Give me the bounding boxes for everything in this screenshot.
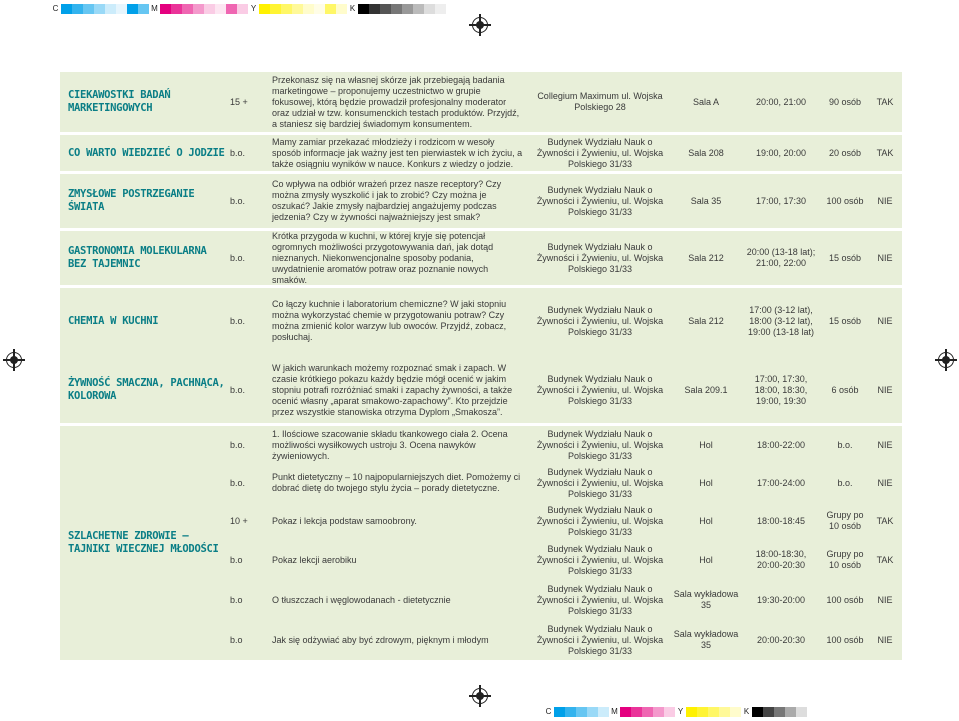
event-description: Mamy zamiar przekazać młodzieży i rodzicom w wesoły sposób informacje jak ważny jest ten pierwiastek w ich życiu, a także osiągniu wyników w nauce. Konkurs z wiedzy o jodzie. (272, 136, 523, 169)
event-description: O tłuszczach i węglowodanach - dietetycznie (272, 594, 451, 605)
registration-mark-left (6, 352, 22, 368)
event-time: 17:00, 17:30, 18:00, 18:30, 19:00, 19:30 (754, 373, 808, 406)
event-time: 17:00-24:00 (756, 477, 806, 488)
event-description: Pokaz lekcji aerobiku (272, 554, 357, 565)
registration-required: TAK (876, 515, 894, 526)
event-room: Sala 208 (688, 147, 724, 158)
event-description: Punkt dietetyczny – 10 najpopularniejszych diet. Pomożemy ci dobrać dietę do twojego stylu życia – porady dietetyczne. (272, 472, 521, 493)
event-time: 20:00, 21:00 (755, 96, 807, 107)
event-room: Sala 35 (690, 195, 722, 206)
age-group: b.o (230, 554, 243, 565)
event-capacity: b.o. (837, 439, 853, 450)
event-time: 20:00-20:30 (756, 634, 806, 645)
registration-mark-bottom (472, 688, 488, 704)
event-room: Hol (699, 554, 713, 565)
event-capacity: Grupy po 10 osób (826, 510, 864, 531)
event-location: Budynek Wydziału Nauk o Żywności i Żywieniu, ul. Wojska Polskiego 31/33 (536, 373, 664, 406)
event-time: 19:00, 20:00 (755, 147, 807, 158)
event-location: Collegium Maximum ul. Wojska Polskiego 28 (537, 91, 663, 112)
event-room: Sala 212 (688, 252, 724, 263)
event-time: 20:00 (13-18 lat); 21:00, 22:00 (746, 247, 816, 268)
bar-label-m: M (611, 707, 618, 716)
event-capacity: 15 osób (828, 252, 862, 263)
event-title: ŻYWNOŚĆ SMACZNA, PACHNĄCA, KOLOROWA (68, 377, 225, 402)
age-group: b.o. (230, 384, 246, 395)
registration-required: NIE (877, 439, 893, 450)
registration-required: NIE (877, 594, 893, 605)
event-capacity: 20 osób (828, 147, 862, 158)
event-room: Hol (699, 439, 713, 450)
color-calibration-bar-top (50, 4, 446, 14)
event-room: Hol (699, 477, 713, 488)
event-location: Budynek Wydziału Nauk o Żywności i Żywieniu, ul. Wojska Polskiego 31/33 (536, 543, 664, 576)
event-title: ZMYSŁOWE POSTRZEGANIE ŚWIATA (68, 188, 195, 213)
age-group: 10 + (230, 515, 248, 526)
bar-label-k: K (743, 707, 750, 716)
event-title: GASTRONOMIA MOLEKULARNA BEZ TAJEMNIC (68, 245, 207, 270)
registration-mark-top (472, 17, 488, 33)
bar-label-y: Y (677, 707, 684, 716)
color-calibration-bar-bottom (543, 707, 807, 717)
registration-required: NIE (877, 477, 893, 488)
event-time: 18:00-22:00 (756, 439, 806, 450)
event-room: Sala 209.1 (684, 384, 728, 395)
event-time: 17:00, 17:30 (755, 195, 807, 206)
age-group: b.o. (230, 252, 246, 263)
event-description: Pokaz i lekcja podstaw samoobrony. (272, 515, 417, 526)
event-room: Hol (699, 515, 713, 526)
event-room: Sala 212 (688, 315, 724, 326)
event-description: 1. Ilościowe szacowanie składu tkankowego ciała 2. Ocena możliwości wysiłkowych ustroju 3. Ocena nawyków żywieniowych. (272, 428, 508, 461)
age-group: 15 + (230, 96, 248, 107)
event-location: Budynek Wydziału Nauk o Żywności i Żywieniu, ul. Wojska Polskiego 31/33 (536, 136, 664, 169)
event-description: Krótka przygoda w kuchni, w której kryje się potencjał ogromnych możliwości przygotowywania dań, jak dotąd nieznanych. Niekonwencjonalne sposoby podania, uwydatnienie aromatów potraw oraz poznanie nowych smaków. (272, 230, 494, 285)
registration-required: TAK (876, 96, 894, 107)
event-capacity: Grupy po 10 osób (826, 549, 864, 570)
event-location: Budynek Wydziału Nauk o Żywności i Żywieniu, ul. Wojska Polskiego 31/33 (536, 304, 664, 337)
bar-label-k: K (349, 4, 356, 13)
age-group: b.o. (230, 147, 246, 158)
event-room: Sala A (692, 96, 720, 107)
registration-required: NIE (877, 195, 893, 206)
registration-required: NIE (877, 315, 893, 326)
event-capacity: 100 osób (826, 634, 864, 645)
schedule-table (60, 72, 902, 660)
event-room: Sala wykładowa 35 (673, 589, 739, 610)
age-group: b.o. (230, 315, 246, 326)
registration-required: NIE (877, 252, 893, 263)
event-capacity: 15 osób (828, 315, 862, 326)
bar-label-m: M (151, 4, 158, 13)
age-group: b.o. (230, 195, 246, 206)
event-time: 18:00-18:30, 20:00-20:30 (755, 549, 807, 570)
event-title: CHEMIA W KUCHNI (68, 314, 159, 327)
bar-label-y: Y (250, 4, 257, 13)
age-group: b.o (230, 634, 243, 645)
age-group: b.o. (230, 477, 246, 488)
age-group: b.o (230, 594, 243, 605)
event-time: 17:00 (3-12 lat), 18:00 (3-12 lat), 19:00 (13-18 lat) (747, 304, 815, 337)
bar-label-c: C (545, 707, 552, 716)
event-description: Co wpływa na odbiór wrażeń przez nasze receptory? Czy można zmysły wyszkolić i jak to zrobić? Czy można je oszukać? Jakie zmysły najbardziej angażujemy podczas jedzenia? Czy w żywności najważniejszy jest smak? (272, 179, 502, 222)
event-title: CO WARTO WIEDZIEĆ O JODZIE (68, 146, 225, 159)
event-capacity: 100 osób (826, 195, 864, 206)
event-time: 18:00-18:45 (756, 515, 806, 526)
event-location: Budynek Wydziału Nauk o Żywności i Żywieniu, ul. Wojska Polskiego 31/33 (536, 184, 664, 217)
event-capacity: 100 osób (826, 594, 864, 605)
event-room: Sala wykładowa 35 (673, 629, 739, 650)
event-description: W jakich warunkach możemy rozpoznać smak i zapach. W czasie krótkiego pokazu każdy będzie mógł ocenić w jakim stopniu potrafi rozróżniać smaki i zapachy żywności, a także ocenić własny „aparat smakowo-zapachowy”. Kto przejdzie przez wszystkie stanowiska otrzyma Dyplom „Smakosza”. (272, 362, 513, 417)
bar-label-c: C (52, 4, 59, 13)
event-location: Budynek Wydziału Nauk o Żywności i Żywieniu, ul. Wojska Polskiego 31/33 (536, 623, 664, 656)
registration-required: NIE (877, 634, 893, 645)
event-group-title: SZLACHETNE ZDROWIE – TAJNIKI WIECZNEJ MŁODOŚCI (68, 530, 219, 555)
event-location: Budynek Wydziału Nauk o Żywności i Żywieniu, ul. Wojska Polskiego 31/33 (536, 241, 664, 274)
event-capacity: b.o. (837, 477, 853, 488)
event-description: Jak się odżywiać aby być zdrowym, pięknym i młodym (272, 634, 489, 645)
event-description: Przekonasz się na własnej skórze jak przebiegają badania marketingowe – proponujemy uczestnictwo w grupie fokusowej, którą będzie prowadził profesjonalny moderator oraz udział w tzw. konsumenckich testach produktów. Przyjdź, a staniesz się bardziej świadomym konsumentem. (272, 74, 520, 129)
registration-required: TAK (876, 147, 894, 158)
event-capacity: 6 osób (831, 384, 859, 395)
event-location: Budynek Wydziału Nauk o Żywności i Żywieniu, ul. Wojska Polskiego 31/33 (536, 583, 664, 616)
event-location: Budynek Wydziału Nauk o Żywności i Żywieniu, ul. Wojska Polskiego 31/33 (536, 466, 664, 499)
registration-mark-right (938, 352, 954, 368)
event-time: 19:30-20:00 (756, 594, 806, 605)
event-description: Co łączy kuchnie i laboratorium chemiczne? W jaki stopniu można wykorzystać chemie w przygotowaniu potraw? Czy można zmienić kolor warzyw lub owoców. Przyjdź, zobacz, posłuchaj. (272, 299, 507, 342)
age-group: b.o. (230, 439, 246, 450)
registration-required: TAK (876, 554, 894, 565)
event-capacity: 90 osób (828, 96, 862, 107)
event-title: CIEKAWOSTKI BADAŃ MARKETINGOWYCH (68, 89, 171, 114)
event-location: Budynek Wydziału Nauk o Żywności i Żywieniu, ul. Wojska Polskiego 31/33 (536, 504, 664, 537)
event-location: Budynek Wydziału Nauk o Żywności i Żywieniu, ul. Wojska Polskiego 31/33 (536, 428, 664, 461)
registration-required: NIE (877, 384, 893, 395)
